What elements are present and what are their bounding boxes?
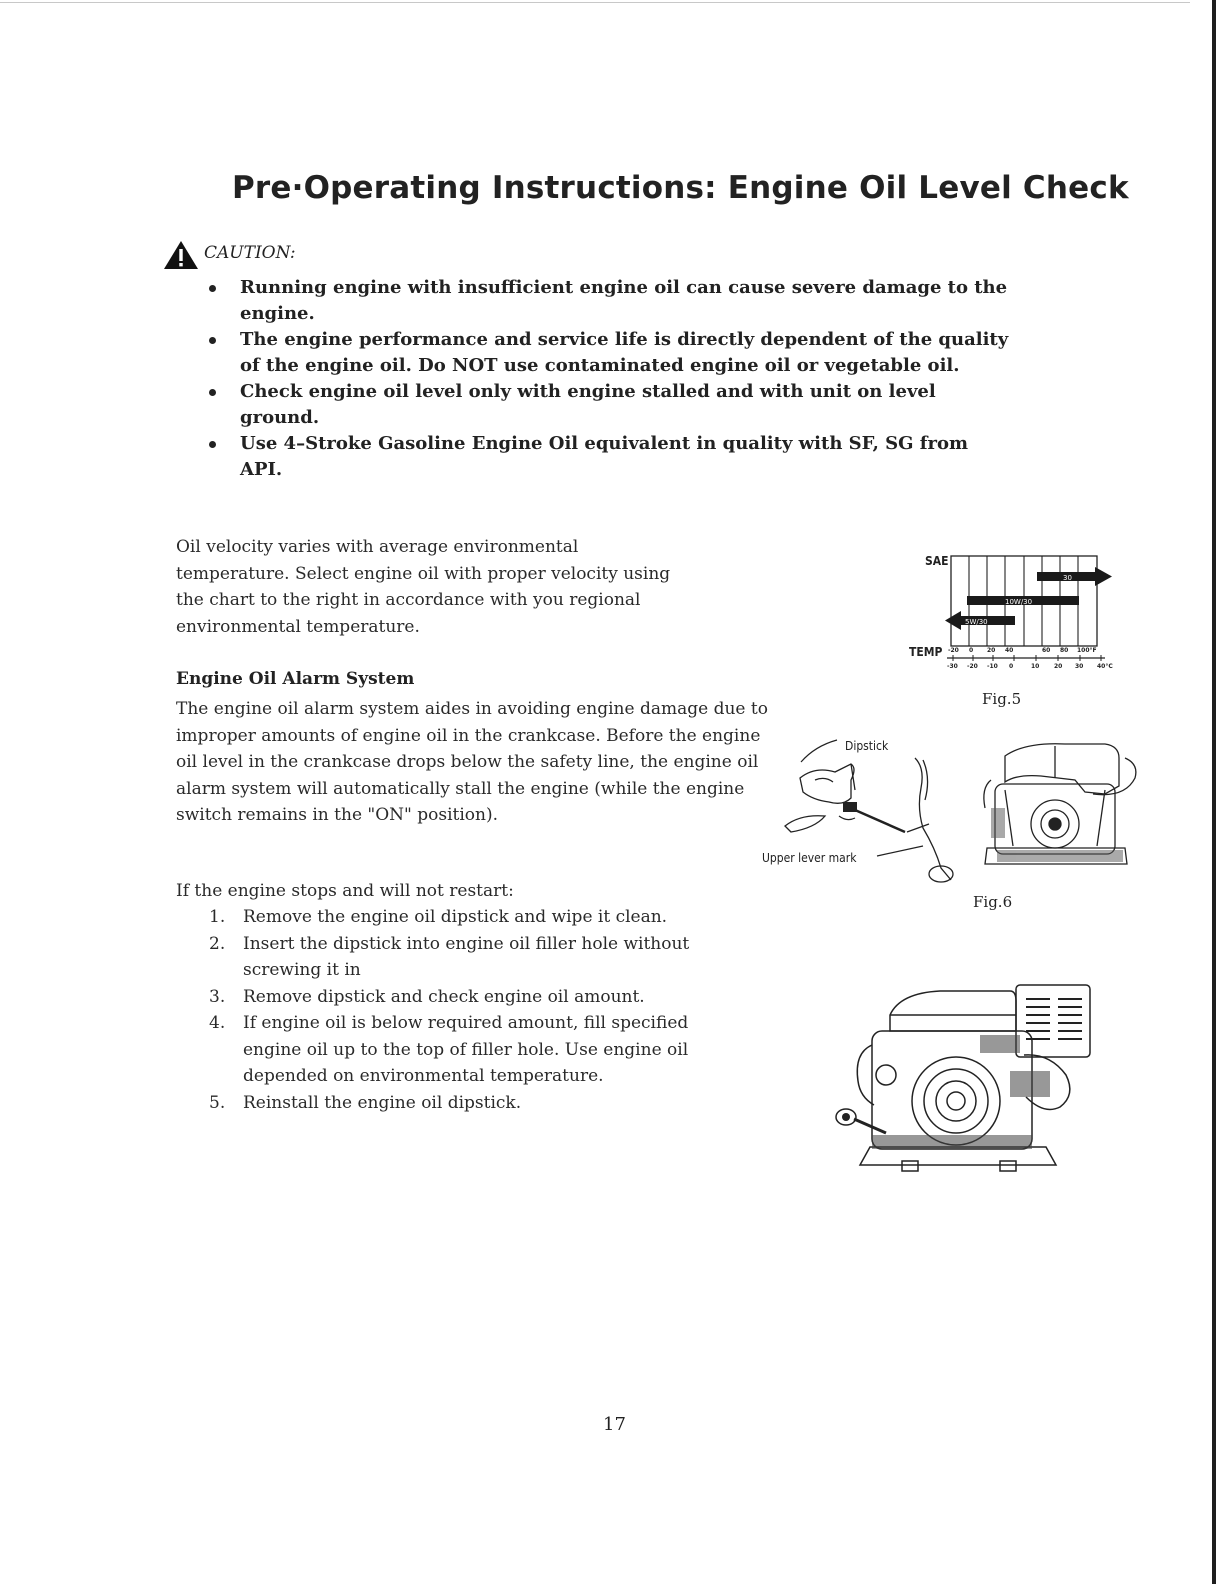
dipstick-leader-line	[801, 740, 837, 762]
grade-bar-10w30	[967, 596, 1079, 606]
dipstick-icon-large	[836, 1109, 886, 1133]
restart-steps	[205, 904, 745, 1116]
svg-text:-20: -20	[967, 663, 978, 670]
fig5-caption: Fig.5	[982, 690, 1022, 708]
caution-item: Check engine oil level only with engine stalled and with unit on level ground.	[205, 379, 1015, 431]
step-item: 3. Remove dipstick and check engine oil amount.	[209, 986, 645, 1007]
caution-label: CAUTION:	[204, 243, 296, 263]
warning-icon	[163, 240, 199, 270]
upper-mark-label: Upper lever mark	[762, 851, 857, 865]
sae-label: SAE	[925, 554, 949, 568]
svg-text:40: 40	[1005, 647, 1014, 654]
fahrenheit-ticks	[948, 647, 1097, 654]
step-item: 4. If engine oil is below required amount, fill specified engine oil up to the top of filler hole. Use engine oil depended on environmental temperature.	[209, 1013, 689, 1086]
dipstick-icon	[785, 802, 905, 832]
page-title: Pre·Operating Instructions: Engine Oil Level Check	[232, 170, 1129, 206]
step-item: 5. Reinstall the engine oil dipstick.	[209, 1092, 522, 1113]
page-number: 17	[603, 1414, 626, 1435]
fig6-caption: Fig.6	[973, 893, 1013, 911]
step-item: 1. Remove the engine oil dipstick and wipe it clean.	[209, 907, 668, 927]
upper-mark-leader-line	[877, 846, 923, 856]
svg-text:-10: -10	[987, 663, 998, 670]
viscosity-paragraph: Oil velocity varies with average environmental temperature. Select engine oil with proper velocity using the chart to the right in accordance with you regional environmental temperature.	[176, 537, 671, 637]
svg-text:100°F: 100°F	[1077, 647, 1097, 654]
svg-text:30: 30	[1075, 663, 1084, 670]
dipstick-label: Dipstick	[845, 739, 889, 753]
svg-text:0: 0	[969, 647, 974, 654]
scan-edge-top	[0, 2, 1190, 3]
svg-text:20: 20	[987, 647, 996, 654]
svg-text:80: 80	[1060, 647, 1069, 654]
caution-item: The engine performance and service life is directly dependent of the quality of the engine oil. Do NOT use contaminated engine oil or vegetable oil.	[205, 327, 1015, 379]
hand-illustration	[800, 764, 855, 803]
engine-illustration	[984, 744, 1136, 864]
muffler-grille	[1026, 999, 1082, 1039]
svg-text:-20: -20	[948, 647, 959, 654]
svg-text:-30: -30	[947, 663, 958, 670]
caution-item: Use 4–Stroke Gasoline Engine Oil equivalent in quality with SF, SG from API.	[205, 431, 1015, 483]
alarm-paragraph: The engine oil alarm system aides in avoiding engine damage due to improper amounts of engine oil in the crankcase. Before the engine oil level in the crankcase drops below the safety line, the engine oil alarm system will automatically stall the engine (while the engine switch remains in the "ON" position).	[176, 699, 768, 825]
dipstick-diagram	[755, 728, 1150, 893]
svg-text:10W/30: 10W/30	[1005, 598, 1033, 606]
svg-text:5W/30: 5W/30	[965, 618, 988, 626]
viscosity-chart	[905, 548, 1130, 678]
svg-text:60: 60	[1042, 647, 1051, 654]
step-item: 2. Insert the dipstick into engine oil filler hole without screwing it in	[209, 933, 690, 980]
crankcase-outline	[907, 758, 953, 882]
caution-item: Running engine with insufficient engine oil can cause severe damage to the engine.	[205, 275, 1015, 327]
scan-edge-right	[1212, 0, 1216, 1584]
grade-bar-30	[1037, 567, 1112, 586]
caution-list	[205, 275, 1015, 483]
svg-text:30: 30	[1063, 574, 1072, 582]
alarm-heading: Engine Oil Alarm System	[176, 669, 415, 689]
temp-label: TEMP	[909, 645, 943, 659]
svg-text:10: 10	[1031, 663, 1040, 670]
svg-text:0: 0	[1009, 663, 1014, 670]
celsius-ticks	[947, 663, 1113, 670]
restart-intro: If the engine stops and will not restart:	[176, 881, 514, 901]
svg-text:40°C: 40°C	[1097, 663, 1113, 670]
svg-text:20: 20	[1054, 663, 1063, 670]
engine-illustration-large	[830, 975, 1105, 1180]
